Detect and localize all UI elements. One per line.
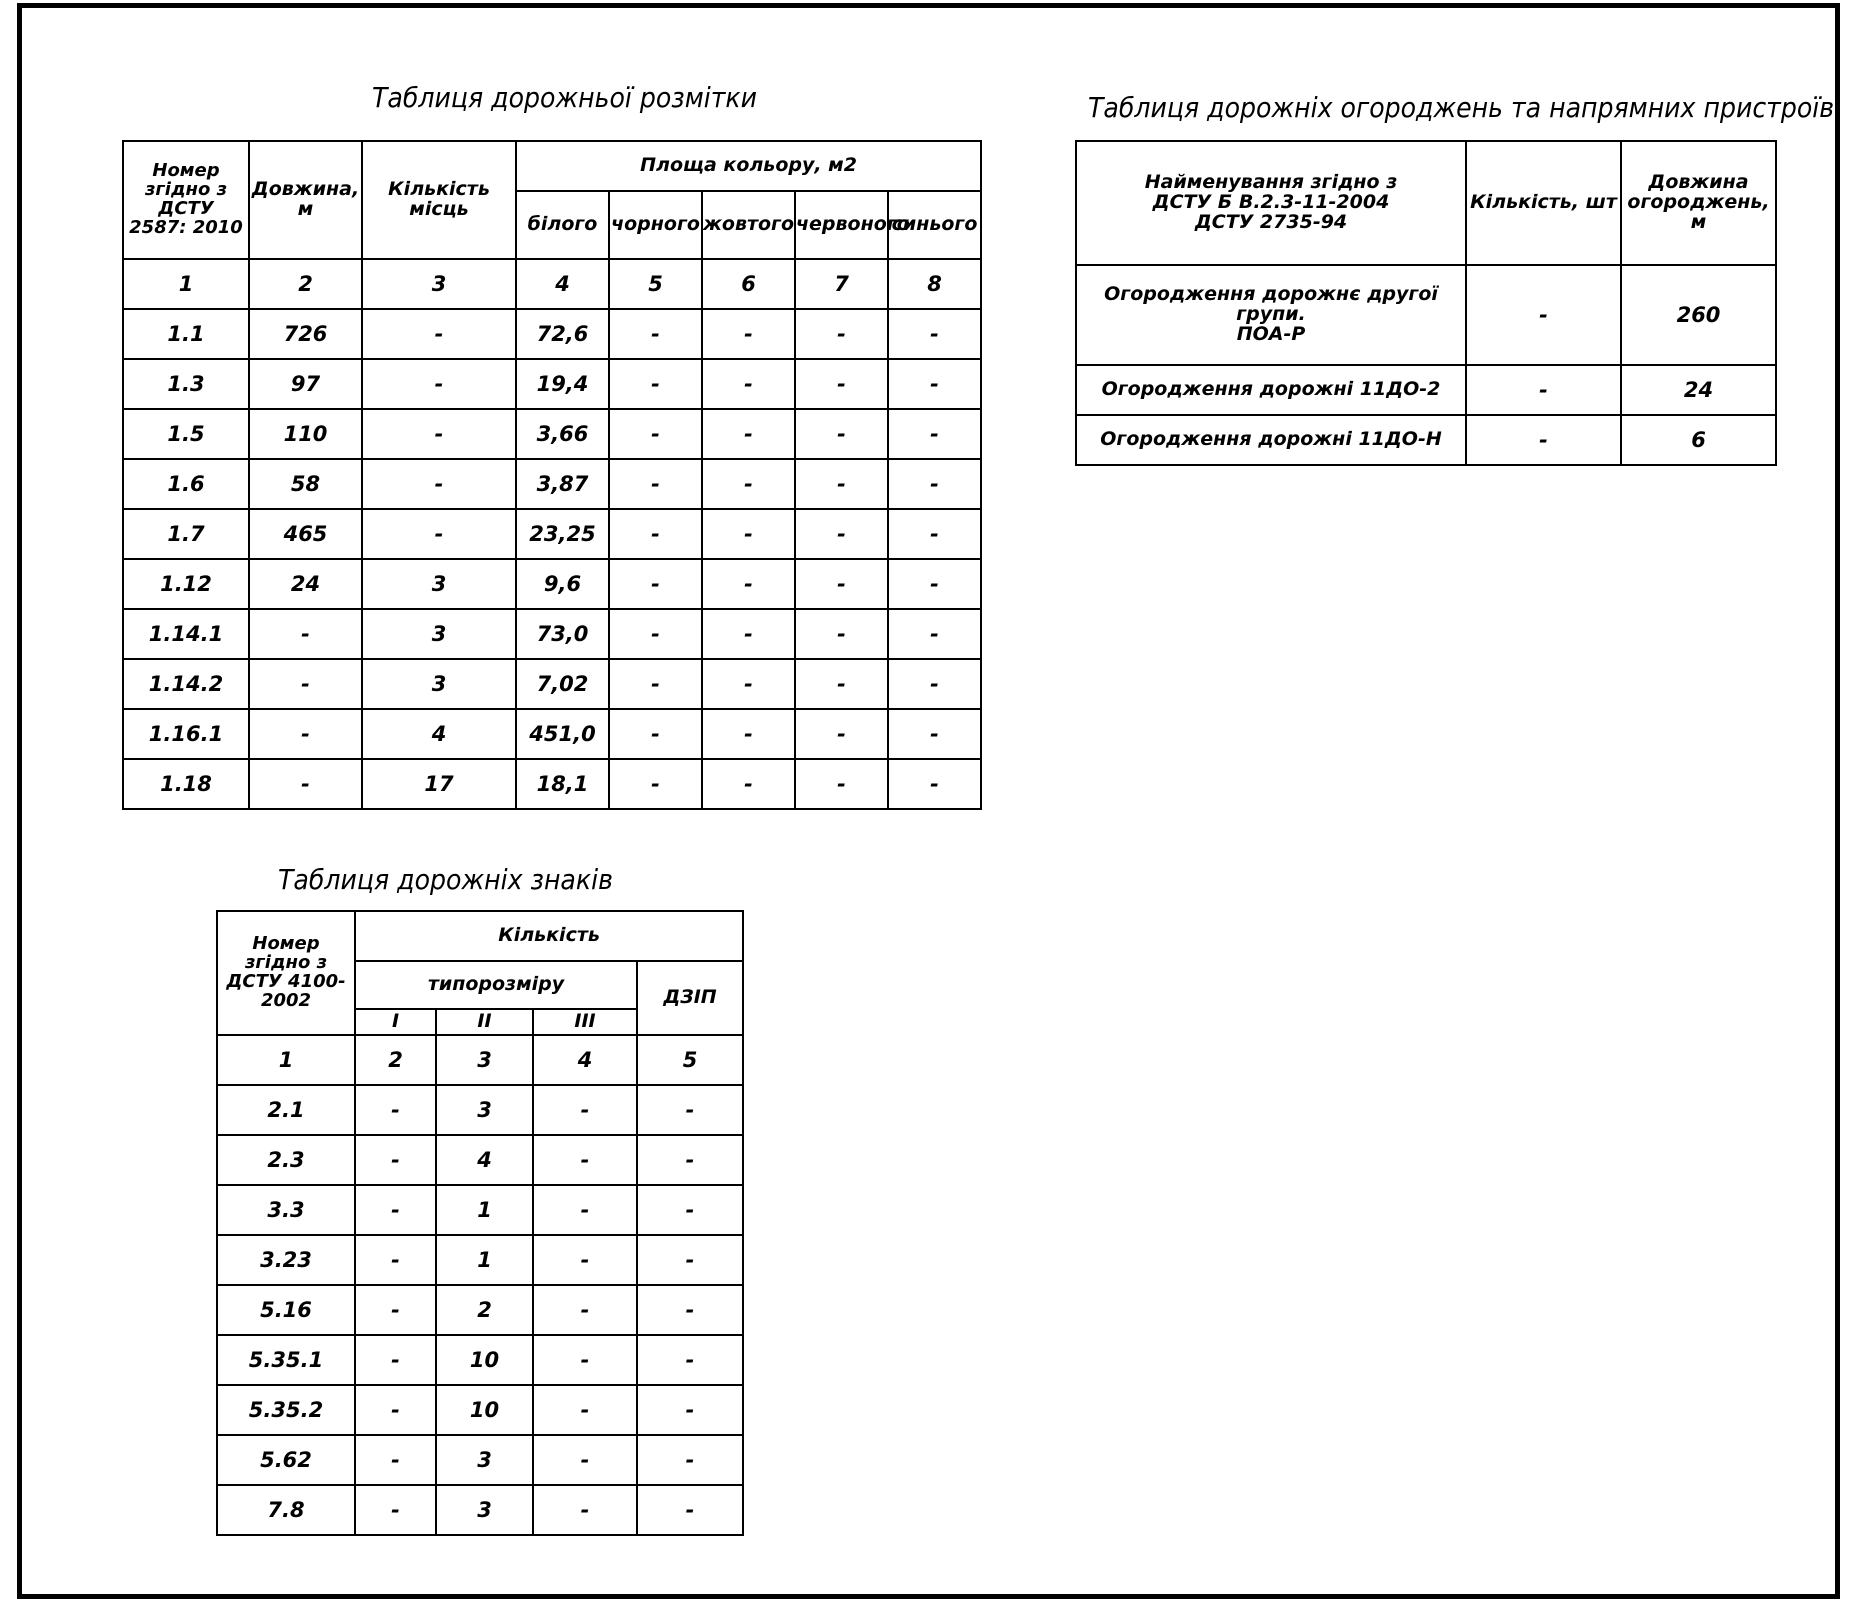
table-cell: 3 — [436, 1435, 533, 1485]
fences-table-title: Таблиця дорожніх огороджень та напрямних пристроїв — [1088, 91, 1835, 124]
table-cell: - — [888, 509, 981, 559]
table-cell: 1.16.1 — [123, 709, 249, 759]
markings-table — [122, 140, 982, 810]
table-cell: - — [355, 1335, 436, 1385]
table-cell: 19,4 — [516, 359, 609, 409]
table-cell: - — [249, 609, 362, 659]
markings-header-area: Площа кольору, м2 — [516, 141, 981, 191]
table-cell: 10 — [436, 1335, 533, 1385]
table-cell: - — [533, 1185, 637, 1235]
table-cell: 2 — [436, 1285, 533, 1335]
table-cell: 7.8 — [217, 1485, 355, 1535]
table-cell: - — [355, 1085, 436, 1135]
table-cell: 18,1 — [516, 759, 609, 809]
fence-name — [1076, 265, 1466, 365]
table-cell: - — [362, 409, 516, 459]
markings-header-red: червоного — [795, 191, 888, 259]
fence-length: 6 — [1621, 415, 1776, 465]
table-cell: - — [888, 659, 981, 709]
table-row — [217, 1335, 743, 1385]
table-cell: 7,02 — [516, 659, 609, 709]
table-cell: 3,66 — [516, 409, 609, 459]
table-cell: 3,87 — [516, 459, 609, 509]
signs-header-quantity: Кількість — [355, 911, 743, 961]
table-cell: - — [533, 1435, 637, 1485]
table-row — [217, 1235, 743, 1285]
table-cell: - — [888, 309, 981, 359]
table-cell: - — [795, 359, 888, 409]
table-cell: - — [533, 1135, 637, 1185]
table-cell: - — [355, 1435, 436, 1485]
table-cell: - — [355, 1235, 436, 1285]
table-cell: - — [888, 559, 981, 609]
table-cell: 726 — [249, 309, 362, 359]
table-cell: 3 — [362, 659, 516, 709]
table-cell: - — [609, 559, 702, 609]
table-cell: - — [702, 609, 795, 659]
table-row — [217, 1485, 743, 1535]
table-row — [217, 1385, 743, 1435]
markings-header-white: білого — [516, 191, 609, 259]
table-cell: - — [702, 659, 795, 709]
table-cell: 110 — [249, 409, 362, 459]
table-cell: - — [609, 759, 702, 809]
markings-header-length: Довжина, м — [249, 141, 362, 259]
table-cell: 4 — [533, 1035, 637, 1085]
table-cell: 72,6 — [516, 309, 609, 359]
table-cell: 2 — [249, 259, 362, 309]
fence-name-line1: Огородження дорожнє другої групи. — [1104, 283, 1438, 326]
table-row — [217, 1435, 743, 1485]
table-cell: 1 — [436, 1235, 533, 1285]
table-cell: - — [888, 609, 981, 659]
table-cell: - — [702, 559, 795, 609]
table-cell: 17 — [362, 759, 516, 809]
table-cell: - — [637, 1285, 743, 1335]
table-cell: 1 — [123, 259, 249, 309]
table-cell: - — [795, 309, 888, 359]
table-cell: 1.14.2 — [123, 659, 249, 709]
table-cell: - — [609, 609, 702, 659]
fences-header-length: Довжина огороджень, м — [1621, 141, 1776, 265]
table-cell: - — [609, 309, 702, 359]
table-cell: 5.35.2 — [217, 1385, 355, 1435]
table-cell: 2.1 — [217, 1085, 355, 1135]
signs-header-number: Номер згідно з ДСТУ 4100-2002 — [217, 911, 355, 1035]
signs-table-title: Таблиця дорожніх знаків — [278, 863, 613, 896]
table-cell: - — [362, 309, 516, 359]
table-cell: 5 — [637, 1035, 743, 1085]
table-cell: - — [888, 359, 981, 409]
table-cell: 5.62 — [217, 1435, 355, 1485]
column-numbers-row — [123, 259, 981, 309]
table-cell: - — [637, 1485, 743, 1535]
signs-header-size-3: III — [533, 1009, 637, 1035]
table-cell: - — [888, 709, 981, 759]
table-cell: 5 — [609, 259, 702, 309]
fences-header-name-line1: Найменування згідно з — [1144, 171, 1398, 194]
table-cell: - — [362, 459, 516, 509]
fences-header-count: Кількість, шт — [1466, 141, 1621, 265]
table-cell: - — [362, 359, 516, 409]
table-cell: 3 — [436, 1035, 533, 1085]
fence-count: - — [1466, 415, 1621, 465]
markings-header-places: Кількість місць — [362, 141, 516, 259]
table-cell: 1.18 — [123, 759, 249, 809]
table-cell: 6 — [702, 259, 795, 309]
table-cell: 1.7 — [123, 509, 249, 559]
fence-name — [1076, 365, 1466, 415]
table-cell: 4 — [436, 1135, 533, 1185]
fence-length: 24 — [1621, 365, 1776, 415]
table-cell: - — [888, 759, 981, 809]
table-cell: 451,0 — [516, 709, 609, 759]
signs-header-size-2: II — [436, 1009, 533, 1035]
table-cell: - — [637, 1435, 743, 1485]
table-cell: - — [609, 509, 702, 559]
table-cell: - — [795, 559, 888, 609]
table-cell: 465 — [249, 509, 362, 559]
table-cell: - — [533, 1485, 637, 1535]
table-cell: 5.35.1 — [217, 1335, 355, 1385]
table-cell: - — [355, 1385, 436, 1435]
table-cell: - — [702, 309, 795, 359]
fences-header-name — [1076, 141, 1466, 265]
signs-header-dzip: ДЗІП — [637, 961, 743, 1035]
table-cell: 3.23 — [217, 1235, 355, 1285]
table-cell: 1.14.1 — [123, 609, 249, 659]
fence-length: 260 — [1621, 265, 1776, 365]
table-cell: 10 — [436, 1385, 533, 1435]
table-row — [123, 459, 981, 509]
table-row — [123, 659, 981, 709]
table-cell: 1.12 — [123, 559, 249, 609]
table-cell: - — [637, 1135, 743, 1185]
table-row — [123, 359, 981, 409]
fence-name — [1076, 415, 1466, 465]
table-cell: - — [609, 359, 702, 409]
table-cell: 3 — [436, 1485, 533, 1535]
markings-header-blue: синього — [888, 191, 981, 259]
table-row — [123, 559, 981, 609]
table-cell: - — [637, 1085, 743, 1135]
table-cell: 1.5 — [123, 409, 249, 459]
table-cell: - — [533, 1385, 637, 1435]
table-cell: 7 — [795, 259, 888, 309]
table-cell: 5.16 — [217, 1285, 355, 1335]
table-cell: - — [702, 359, 795, 409]
table-row — [123, 509, 981, 559]
markings-header-black: чорного — [609, 191, 702, 259]
table-cell: - — [702, 409, 795, 459]
table-cell: - — [637, 1385, 743, 1435]
table-cell: 1 — [217, 1035, 355, 1085]
table-cell: - — [888, 459, 981, 509]
signs-table — [216, 910, 744, 1536]
signs-header-size: типорозміру — [355, 961, 637, 1009]
table-cell: - — [795, 659, 888, 709]
table-row — [217, 1185, 743, 1235]
table-cell: - — [355, 1485, 436, 1535]
table-cell: - — [249, 759, 362, 809]
table-cell: - — [609, 459, 702, 509]
table-cell: - — [795, 609, 888, 659]
signs-header-size-1: I — [355, 1009, 436, 1035]
markings-header-number: Номер згідно з ДСТУ 2587: 2010 — [123, 141, 249, 259]
table-cell: - — [355, 1135, 436, 1185]
table-cell: - — [637, 1235, 743, 1285]
table-cell: 3 — [362, 259, 516, 309]
table-cell: - — [702, 509, 795, 559]
table-cell: 9,6 — [516, 559, 609, 609]
table-cell: - — [533, 1285, 637, 1335]
table-cell: 1 — [436, 1185, 533, 1235]
table-row — [123, 709, 981, 759]
table-cell: - — [249, 659, 362, 709]
table-cell: 1.1 — [123, 309, 249, 359]
markings-table-title: Таблиця дорожньої розмітки — [372, 81, 758, 114]
table-cell: 4 — [362, 709, 516, 759]
table-cell: 24 — [249, 559, 362, 609]
table-cell: 3 — [436, 1085, 533, 1135]
table-cell: 58 — [249, 459, 362, 509]
table-cell: - — [249, 709, 362, 759]
table-cell: - — [888, 409, 981, 459]
table-cell: - — [795, 709, 888, 759]
table-cell: - — [533, 1085, 637, 1135]
table-cell: - — [355, 1285, 436, 1335]
table-cell: - — [795, 509, 888, 559]
table-cell: - — [362, 509, 516, 559]
table-row — [217, 1085, 743, 1135]
table-cell: - — [355, 1185, 436, 1235]
fence-count: - — [1466, 365, 1621, 415]
table-row — [123, 759, 981, 809]
table-cell: 2.3 — [217, 1135, 355, 1185]
table-cell: 73,0 — [516, 609, 609, 659]
table-cell: 3 — [362, 559, 516, 609]
table-cell: - — [637, 1185, 743, 1235]
table-row — [1076, 265, 1776, 365]
table-cell: - — [533, 1335, 637, 1385]
table-cell: 4 — [516, 259, 609, 309]
table-cell: - — [533, 1235, 637, 1285]
table-cell: 3.3 — [217, 1185, 355, 1235]
table-cell: - — [637, 1335, 743, 1385]
table-cell: 23,25 — [516, 509, 609, 559]
table-row — [1076, 365, 1776, 415]
fence-count: - — [1466, 265, 1621, 365]
table-cell: - — [795, 459, 888, 509]
table-cell: 97 — [249, 359, 362, 409]
table-row — [123, 409, 981, 459]
table-row — [123, 609, 981, 659]
fence-name-line1: Огородження дорожні 11ДО-Н — [1100, 428, 1442, 451]
table-cell: - — [609, 409, 702, 459]
table-cell: - — [702, 709, 795, 759]
fence-name-line2: ПОА-Р — [1236, 322, 1306, 345]
markings-header-yellow: жовтого — [702, 191, 795, 259]
table-cell: 8 — [888, 259, 981, 309]
table-cell: - — [609, 659, 702, 709]
fences-header-name-line2: ДСТУ Б В.2.3-11-2004 — [1152, 191, 1390, 214]
fence-name-line1: Огородження дорожні 11ДО-2 — [1101, 378, 1441, 401]
table-row — [1076, 415, 1776, 465]
column-numbers-row — [217, 1035, 743, 1085]
table-row — [217, 1285, 743, 1335]
table-cell: - — [795, 409, 888, 459]
fences-table — [1075, 140, 1777, 466]
table-cell: - — [702, 459, 795, 509]
table-cell: - — [702, 759, 795, 809]
table-cell: 1.6 — [123, 459, 249, 509]
table-row — [217, 1135, 743, 1185]
table-cell: - — [795, 759, 888, 809]
table-cell: 1.3 — [123, 359, 249, 409]
fences-header-name-line3: ДСТУ 2735-94 — [1194, 210, 1348, 233]
table-cell: - — [609, 709, 702, 759]
table-row — [123, 309, 981, 359]
table-cell: 2 — [355, 1035, 436, 1085]
table-cell: 3 — [362, 609, 516, 659]
